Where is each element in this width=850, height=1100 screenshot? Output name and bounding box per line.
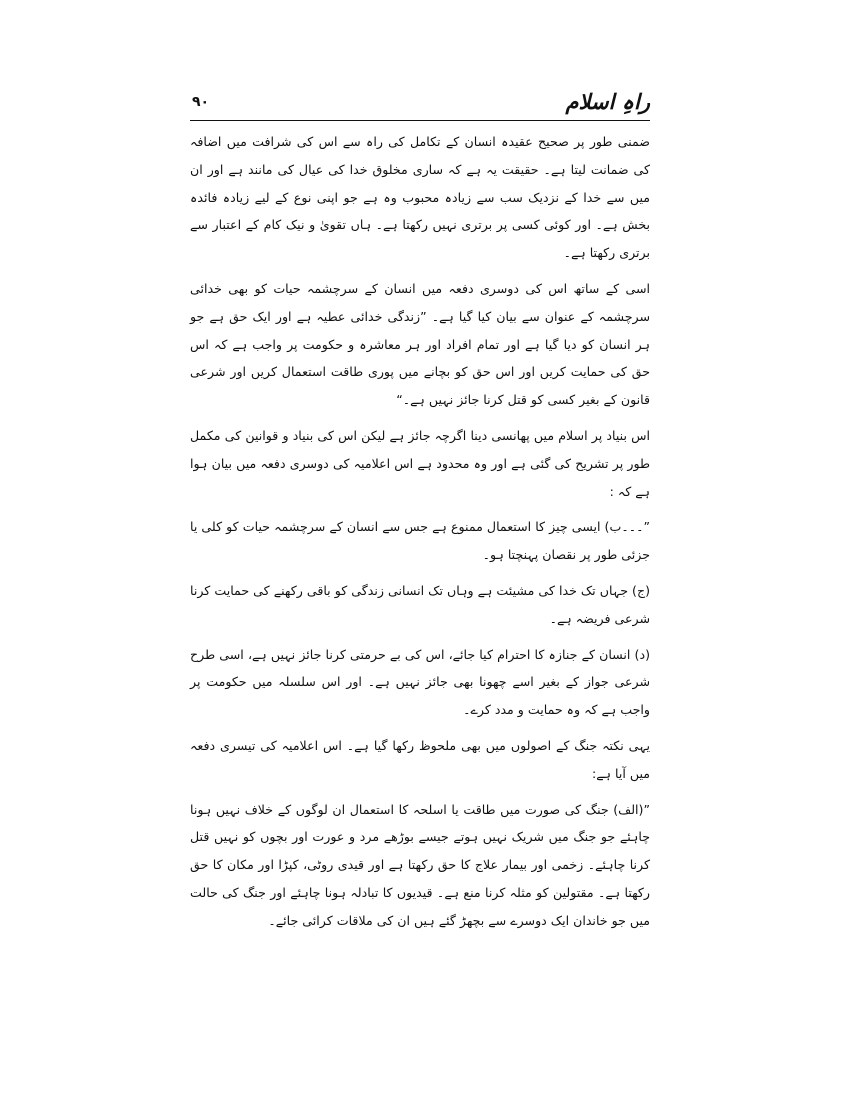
header-divider — [190, 120, 650, 121]
paragraph-capital-punishment: اس بنیاد پر اسلام میں پھانسی دینا اگرچہ جائز ہے لیکن اس کی بنیاد و قوانین کی مکمل طور پر تشریح کی گئی ہے اور وہ محدود ہے اس اعلامیہ کی دوسری دفعہ میں بیان ہوا ہے کہ : — [190, 427, 650, 499]
clause-a-war: ”(الف) جنگ کی صورت میں طاقت یا اسلحہ کا استعمال ان لوگوں کے خلاف نہیں ہونا چاہئے جو جنگ میں شریک نہیں ہوتے جیسے بوڑھے مرد و عورت اور بچوں کو نہیں قتل کرنا چاہئے۔ زخمی اور بیمار علاج کا حق رکھتا ہے اور قیدی روٹی، کپڑا اور مکان کا حق رکھتا ہے۔ مقتولین کو مثلہ کرنا منع ہے۔ قیدیوں کا تبادلہ ہونا چاہئے اور جنگ کی حالت میں جو خاندان ایک دوسرے سے بچھڑ گئے ہیں ان کی ملاقات کرائی جائے۔ — [190, 801, 650, 928]
book-title: راہِ اسلام — [565, 89, 650, 114]
page-number: ۹۰ — [192, 94, 210, 110]
paragraph-creed: ضمنی طور پر صحیح عقیدہ انسان کے تکامل کی راہ سے اس کی شرافت میں اضافہ کی ضمانت لیتا ہے۔ حقیقت یہ ہے کہ ساری مخلوق خدا کی عیال کی مانند ہے اور ان میں سے خدا کے نزدیک سب سے زیادہ محبوب وہ ہے جو اپنی نوع کے لیے زیادہ فائدہ بخش ہے۔ اور کوئی کسی پر برتری نہیں رکھتا ہے۔ ہاں تقویٰ و نیک کام کے اعتبار سے برتری رکھتا ہے۔ — [190, 134, 650, 261]
clause-d: (د) انسان کے جنازہ کا احترام کیا جائے، اس کی بے حرمتی کرنا جائز نہیں ہے، اسی طرح شرعی جواز کے بغیر اسے چھونا بھی جائز نہیں ہے۔ اور اس سلسلہ میں حکومت پر واجب ہے کہ وہ حمایت و مدد کرے۔ — [190, 646, 650, 718]
clause-b: ”۔۔۔ب) ایسی چیز کا استعمال ممنوع ہے جس سے انسان کے سرچشمہ حیات کو کلی یا جزئی طور پر نقصان پہنچتا ہو۔ — [190, 519, 650, 563]
paragraph-second-article: اسی کے ساتھ اس کی دوسری دفعہ میں انسان کے سرچشمہ حیات کو بھی خدائی سرچشمہ کے عنوان سے بیان کیا گیا ہے۔ ”زندگی خدائی عطیہ ہے اور ایک حق ہے جو ہر انسان کو دیا گیا ہے اور تمام افراد اور ہر معاشرہ و حکومت پر واجب ہے کہ اس حق کی حمایت کریں اور اس حق کو بچانے میں پوری طاقت استعمال کریں اور شرعی قانون کے بغیر کسی کو قتل کرنا جائز نہیں ہے۔“ — [190, 280, 650, 408]
paragraph-war-principles: یہی نکتہ جنگ کے اصولوں میں بھی ملحوظ رکھا گیا ہے۔ اس اعلامیہ کی تیسری دفعہ میں آیا ہے: — [190, 737, 650, 781]
page-body — [190, 128, 650, 943]
page-header — [190, 88, 650, 118]
clause-c: (ج) جہاں تک خدا کی مشیئت ہے وہاں تک انسانی زندگی کو باقی رکھنے کی حمایت کرنا شرعی فریضہ ہے۔ — [190, 582, 650, 626]
